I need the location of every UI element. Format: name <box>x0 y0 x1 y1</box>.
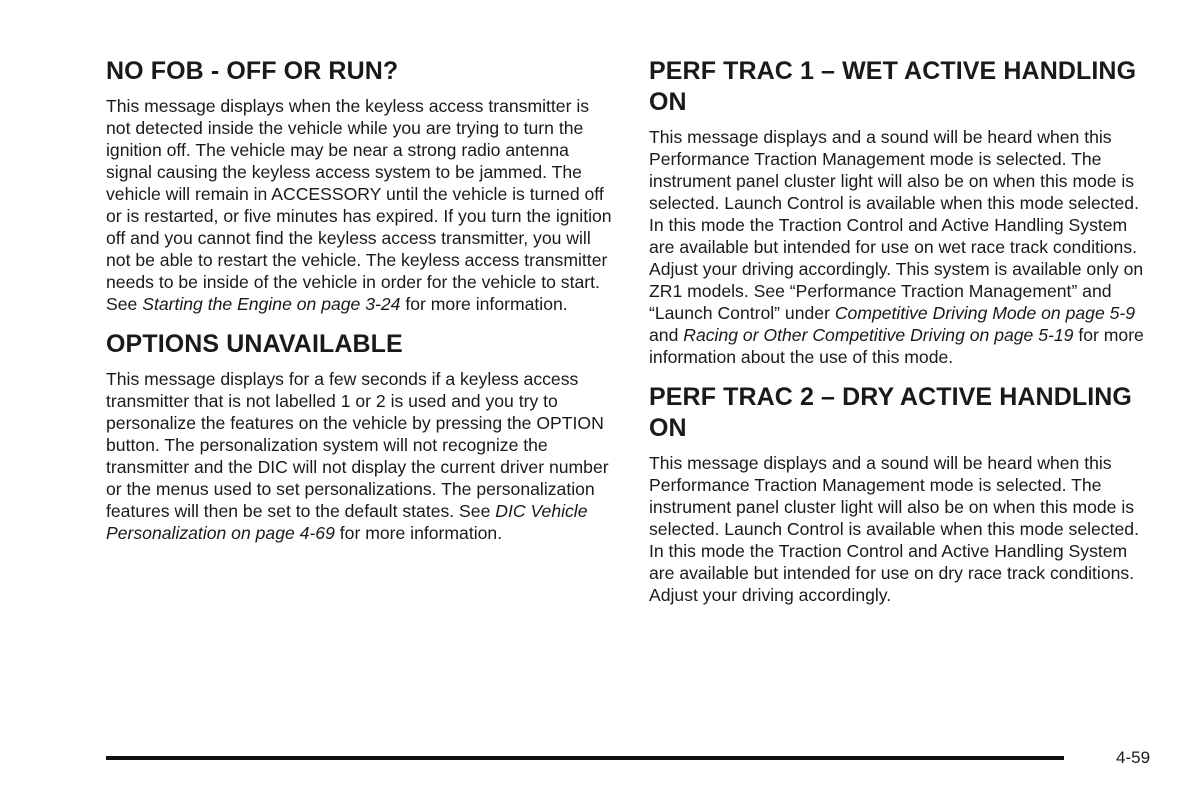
section-body <box>649 126 1154 368</box>
section-heading: OPTIONS UNAVAILABLE <box>106 330 403 358</box>
body-text-tail: for more information about the use of this mode. <box>649 325 1144 367</box>
cross-reference-link: DIC Vehicle Personalization on page 4-69 <box>106 501 588 543</box>
section-body <box>106 368 616 544</box>
body-text-tail: for more information. <box>334 523 503 543</box>
section-heading: NO FOB - OFF OR RUN? <box>106 57 399 85</box>
left-column <box>106 56 616 558</box>
section-no-fob <box>106 56 616 315</box>
footer-rule <box>106 756 1064 760</box>
cross-reference-link: Starting the Engine on page 3-24 <box>142 294 401 314</box>
body-text: This message displays for a few seconds if a keyless access transmitter that is not labelled 1 or 2 is used and you try to personalize the features on the vehicle by pressing the OPTION button. The personalization system will not recognize the transmitter and the DIC will not display the current driver number or the menus used to set personalizations. The personalization features will then be set to the default states. See <box>106 369 609 521</box>
body-text: This message displays when the keyless access transmitter is not detected inside the vehicle while you are trying to turn the ignition off. The vehicle may be near a strong radio antenna signal causing the keyless access system to be jammed. The vehicle will remain in ACCESSORY until the vehicle is turned off or is restarted, or five minutes has expired. If you turn the ignition off and you cannot find the keyless access transmitter, you will not be able to restart the vehicle. The keyless access transmitter needs to be inside of the vehicle in order for the vehicle to start. See <box>106 96 612 314</box>
body-text-tail: for more information. <box>400 294 568 314</box>
section-body <box>106 95 616 315</box>
section-heading: PERF TRAC 2 – DRY ACTIVE HANDLING ON <box>649 383 1132 442</box>
section-perf-trac-2 <box>649 382 1154 606</box>
section-heading: PERF TRAC 1 – WET ACTIVE HANDLING ON <box>649 57 1137 116</box>
body-text: This message displays and a sound will be heard when this Performance Traction Management mode is selected. The instrument panel cluster light will also be on when this mode is selected. Launch Control is available when this mode selected. In this mode the Traction Control and Active Handling System are available but intended for use on wet race track conditions. Adjust your driving accordingly. This system is available only on ZR1 models. See “Performance Traction Management” and “Launch Control” under <box>649 127 1144 323</box>
section-body: This message displays and a sound will be heard when this Performance Traction Management mode is selected. The instrument panel cluster light will also be on when this mode is selected. Launch Control is available when this mode selected. In this mode the Traction Control and Active Handling System are available but intended for use on dry race track conditions. Adjust your driving accordingly. <box>649 453 1139 605</box>
section-options-unavailable <box>106 329 616 544</box>
section-perf-trac-1 <box>649 56 1154 368</box>
cross-reference-link: Racing or Other Competitive Driving on page 5-19 <box>683 325 1074 345</box>
cross-reference-link: Competitive Driving Mode on page 5-9 <box>834 303 1136 323</box>
page-number: 4-59 <box>1116 748 1151 767</box>
right-column <box>649 56 1154 620</box>
body-text-mid: and <box>649 325 684 345</box>
